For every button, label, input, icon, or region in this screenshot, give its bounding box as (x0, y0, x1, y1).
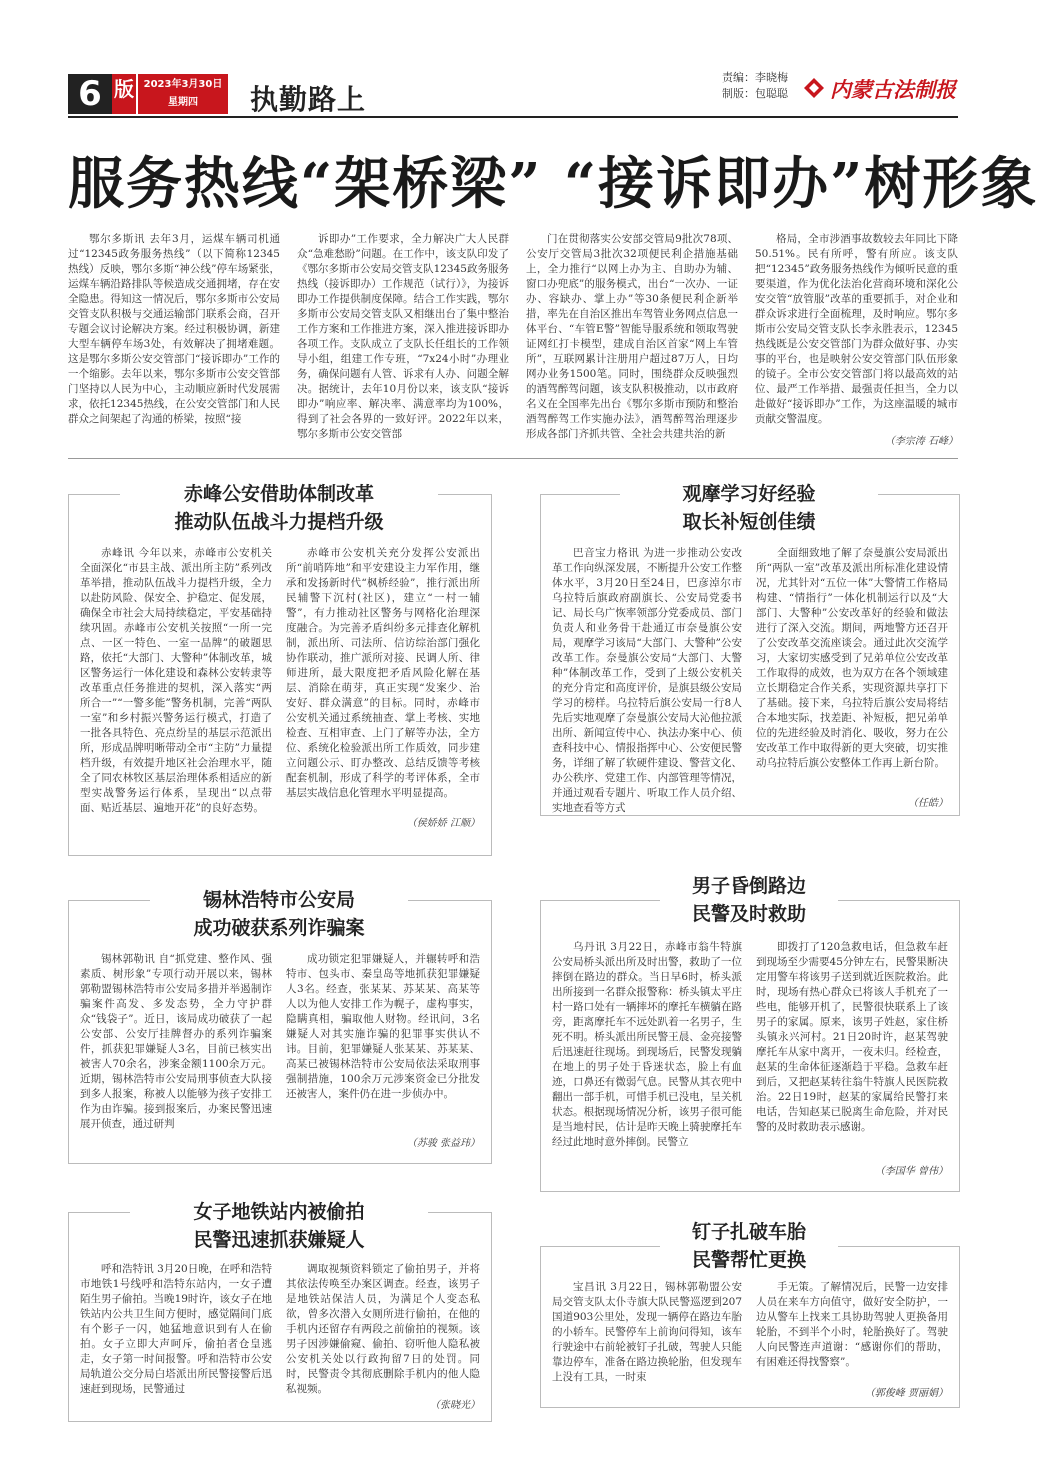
lead-separator (68, 458, 958, 459)
issue-date: 2023年3月30日 (143, 79, 223, 90)
article-wudan-col-2 (756, 940, 948, 1158)
issue-weekday: 星期四 (168, 97, 198, 108)
wudan-text-1: 乌丹讯 3月22日，赤峰市翁牛特旗公安局桥头派出所及时出警，救助了一位摔倒在路边的群众。当日早6时，桥头派出所接到一名群众报警称：桥头镇太平庄村一路口处有一辆摔坏的摩托车横躺在路旁，距离摩托车不远处趴着一名男子，生死不明。桥头派出所民警王晨、金亮接警后迅速赶往现场。到现场后，民警发现躺在地上的男子处于昏迷状态，脸上有血迹，口鼻还有微弱气息。民警从其衣兜中翻出一部手机，可惜手机已没电，呈关机状态。根据现场情况分析，该男子很可能是当地村民，估计是昨天晚上骑驶摩托车经过此地时意外摔倒。民警立 (552, 941, 742, 1148)
lead-headline: 服务热线“架桥梁” “接诉即办”树形象 (68, 151, 1038, 217)
xilinhot-text-2: 成功锁定犯罪嫌疑人，并辗转呼和浩特市、包头市、秦皇岛等地抓获犯罪嫌疑人3名。经查，张某某、苏某某、高某等人以为他人安排工作为幌子，虚构事实，隐瞒真相，骗取他人财物。经讯问，3名嫌疑人对其实施诈骗的犯罪事实供认不讳。目前，犯罪嫌疑人张某某、苏某某、高某已被锡林浩特市公安局依法采取刑事强制措施，100余万元涉案资金已分批发还被害人，案件仍在进一步侦办中。 (286, 953, 480, 1100)
lead-col-1 (68, 232, 280, 446)
article-bayinbaolige-col-1 (552, 546, 742, 814)
chifeng-text-2: 赤峰市公安机关充分发挥公安派出所“前哨阵地”和平安建设主力军作用，继承和发扬新时代“枫桥经验”，推行派出所民辅警下沉村(社区)，建立“一村一辅警”，有力推动社区警务与网格化治理深度融合。为完善矛盾纠纷多元排查化解机制，派出所、司法所、信访综治部门强化协作联动，推广派所对接、民调人所、律师进所，最大限度把矛盾风险化解在基层、消除在萌芽，真正实现“发案少、治安好、群众满意”的目标。同时，赤峰市公安机关通过系统抽查、掌上考核、实地检查、互相审查、上门了解等办法，全方位、系统化检验派出所工作质效，同步建立问题公示、盯办整改、总结反馈等考核配套机制，形成了科学的考评体系，全市基层实战信息化管理水平明显提高。 (286, 547, 480, 799)
wudan-text-2: 即拨打了120急救电话，但急救车赶到现场至少需要45分钟左右，民警果断决定用警车将该男子送到就近医院救治。此时，现场有热心群众已将该人手机充了一些电，能够开机了，民警很快联系上了该男子的家属。原来，该男子姓赵，家住桥头镇永兴河村。21日20时许，赵某驾驶摩托车从家中离开，一夜未归。经检查，赵某的生命体征逐渐趋于平稳。急救车赶到后，又把赵某转往翁牛特旗人民医院救治。22日19时，赵某的家属给民警打来电话，告知赵某已脱离生命危险，并对民警的及时救助表示感谢。 (756, 941, 948, 1133)
article-chifeng-col-2 (286, 546, 480, 812)
article-tire-signature: （郭俊峰 贾丽娟） (864, 1388, 948, 1399)
article-xilinhot-signature: （苏骏 张益玮） (406, 1138, 480, 1149)
article-wudan-signature: （李国华 曾伟） (874, 1166, 948, 1177)
article-bayinbaolige-title-1: 观摩学习好经验 (620, 480, 878, 508)
article-subway-col-2 (286, 1262, 480, 1394)
subway-text-2: 调取视频资料锁定了偷拍男子，并将其依法传唤至办案区调查。经查，该男子是地铁站保洁人员，为满足个人变态私欲，曾多次潜入女厕所进行偷拍，在他的手机内还留存有两段之前偷拍的视频。该男子因涉嫌偷窥、偷拍、窃听他人隐私被公安机关处以行政拘留7日的处罚。同时，民警责令其彻底删除手机内的他人隐私视频。 (286, 1263, 480, 1395)
page-suffix: 版 (112, 74, 136, 114)
article-subway-title-2: 民警迅速抓获嫌疑人 (130, 1226, 428, 1254)
paper-name: 内蒙古法制报 (830, 77, 956, 102)
article-wudan-col-1 (552, 940, 742, 1174)
article-xilinhot-col-2 (286, 952, 480, 1130)
bayinbaolige-text-2: 全面细致地了解了奈曼旗公安局派出所“两队一室”改革及派出所标准化建设情况，尤其针对“五位一体”大警情工作格局构建、“情指行”一体化机制运行以及“大部门、大警种”公安改革好的经验和做法进行了深入交流。期间，两地警方还召开了公安改革交流座谈会。通过此次交流学习，大家切实感受到了兄弟单位公安改革工作取得的成效，也为双方在各个领域建立长期稳定合作关系，实现资源共享打下了基础。接下来，乌拉特后旗公安局将结合本地实际，找差距、补短板，把兄弟单位的先进经验及时消化、吸收，努力在公安改革工作中取得新的更大突破，切实推动乌拉特后旗公安整体工作再上新台阶。 (756, 547, 948, 769)
logo-mark-icon (802, 76, 826, 100)
section-title: 执勤路上 (250, 83, 367, 116)
lead-text-2: 诉即办”工作要求，全力解决广大人民群众“急难愁盼”问题。在工作中，该支队印发了《鄂尔多斯市公安局交管支队12345政务服务热线（接诉即办）工作规范（试行）》，为接诉即办工作提供制度保障。结合工作实践，鄂尔多斯市公安局交管支队又相继出台了集中整治工作方案和工作推进方案，深入推进接诉即办各项工作。支队成立了支队长任组长的工作领导小组，组建工作专班，“7x24小时”办理业务，确保问题有人管、诉求有人办、问题全解决。据统计，去年10月份以来，该支队“接诉即办”响应率、解决率、满意率均为100%，得到了社会各界的一致好评。2022年以来，鄂尔多斯市公安交管部 (297, 233, 509, 440)
page-number: 6 (68, 74, 112, 114)
article-wudan-title-2: 民警及时救助 (660, 900, 838, 928)
article-tire-col-1 (552, 1280, 742, 1398)
lead-col-3 (526, 232, 738, 446)
lead-text-3: 门在贯彻落实公安部交管局9批次78项、公安厅交管局3批次32项便民利企措施基础上，全力推行“以网上办为主、自助办为辅、窗口办兜底”的服务模式，出台“一次办、一证办、容缺办、掌上办”等30条便民利企新举措，率先在自治区推出车驾管业务网点信息一体平台、“车管E警”智能导服系统和领取驾驶证网红打卡模型，建成自治区首家“网上车管所”，互联网累计注册用户超过87万人，日均网办业务1500笔。同时，围绕群众反映强烈的酒驾醉驾问题，该支队积极推动，以市政府名义在全国率先出台《鄂尔多斯市预防和整治酒驾醉驾工作实施办法》，酒驾醉驾治理逐步形成各部门齐抓共管、全社会共建共治的新 (526, 233, 738, 440)
bayinbaolige-text-1: 巴音宝力格讯 为进一步推动公安改革工作向纵深发展，不断提升公安工作整体水平，3月20日至24日，巴彦淖尔市乌拉特后旗政府副旗长、公安局党委书记、局长乌广恢率领部分党委成员、部门负责人和业务骨干赴通辽市奈曼旗公安局，观摩学习该局“大部门、大警种”公安改革工作。奈曼旗公安局“大部门、大警种”体制改革工作，受到了上级公安机关的充分肯定和高度评价，是旗县级公安局学习的榜样。乌拉特后旗公安局一行8人先后实地观摩了奈曼旗公安局大沁他拉派出所、新闻宣传中心、执法办案中心、侦查科技中心、情报指挥中心、公安便民警务，详细了解了软硬件建设、警营文化、办公秩序、党建工作、内部管理等情况，并通过观看专题片、听取工作人员介绍、实地查看等方式 (552, 547, 742, 814)
lead-col-2 (297, 232, 509, 446)
article-chifeng-title-2: 推动队伍战斗力提档升级 (120, 508, 438, 536)
lead-text-4: 格局，全市涉酒事故数较去年同比下降50.51%。民有所呼，警有所应。该支队把“12345”政务服务热线作为倾听民意的重要渠道，作为优化法治化营商环境和深化公安交管“放管服”改革的重要抓手，对企业和群众诉求进行全面梳理，及时响应。鄂尔多斯市公安局交管支队长李永胜表示，12345热线既是公安交管部门为群众做好事、办实事的平台，也是映射公安交管部门队伍形象的镜子。全市公安交管部门将以最高效的站位、最严工作举措、最强责任担当，全力以赴做好“接诉即办”工作，为这座温暖的城市贡献交警温度。 (755, 233, 958, 425)
lead-signature: （李宗涛 石峰） (884, 436, 958, 447)
article-xilinhot-title-1: 锡林浩特市公安局 (150, 886, 408, 914)
article-tire-title-1: 钉子扎破车胎 (660, 1218, 838, 1246)
article-xilinhot-title-2: 成功破获系列诈骗案 (150, 914, 408, 942)
header-rule (68, 116, 958, 118)
article-tire-col-2 (756, 1280, 948, 1380)
article-subway-signature: （张晓光） (430, 1400, 480, 1411)
producer-label: 制版：包聪聪 (722, 87, 788, 100)
article-subway-col-1 (80, 1262, 272, 1412)
article-bayinbaolige-col-2 (756, 546, 948, 786)
tire-text-2: 手无策。了解情况后，民警一边安排人员在来车方向值守，做好安全防护，一边从警车上找来工具协助驾驶人更换备用轮胎，不到半个小时，轮胎换好了。驾驶人向民警连声道谢：“感谢你们的帮助，有困难还得找警察”。 (756, 1281, 948, 1368)
article-chifeng-col-1 (80, 546, 272, 830)
editor-label: 责编：李晓梅 (722, 71, 788, 84)
article-bayinbaolige-title-2: 取长补短创佳绩 (620, 508, 878, 536)
article-xilinhot-col-1 (80, 952, 272, 1148)
article-chifeng-title-1: 赤峰公安借助体制改革 (120, 480, 438, 508)
article-bayinbaolige-signature: （任皓） (908, 798, 948, 809)
lead-text-1: 鄂尔多斯讯 去年3月，运煤车辆司机通过“12345政务服务热线”（以下简称12345热线）反映，鄂尔多斯“神公线”停车场紧张，运煤车辆沿路排队等候造成交通拥堵，存在安全隐患。得知这一情况后，鄂尔多斯市公安局交管支队积极与交通运输部门联系会商，召开专题会议讨论解决方案。经过积极协调，新建大型车辆停车场3处，有效解决了拥堵难题。这是鄂尔多斯公安交管部门“接诉即办”工作的一个缩影。去年以来，鄂尔多斯市公安交管部门坚持以人民为中心，主动顺应新时代发展需求，依托12345热线，在公安交管部门和人民群众之间架起了沟通的桥梁，按照“接 (68, 233, 280, 425)
newspaper-logo (802, 72, 958, 106)
date-box (138, 74, 228, 114)
chifeng-text-1: 赤峰讯 今年以来，赤峰市公安机关全面深化“市县主战、派出所主防”系列改革举措，推动队伍战斗力提档升级，全力以赴防风险、保安全、护稳定、促发展，确保全市社会大局持续稳定，平安基础持续巩固。赤峰市公安机关按照“一所一完点、一区一特色、一室一品牌”的破题思路，依托“大部门、大警种”体制改革，城区警务运行一体化建设和森林公安转隶等改革重点任务推进的契机，深入落实“两所合一”“一警多能”警务机制，完善“两队一室”和乡村振兴警务运行模式，打造了一批各具特色、亮点纷呈的基层示范派出所，形成品牌明晰带动全市“主防”力量提档升级，有效提升地区社会治理水平，随全了同农林牧区基层治理体系相适应的新型实战警务运行体系，呈现出“以点带面、贴近基层、遍地开花”的良好态势。 (80, 547, 272, 814)
article-chifeng-signature: （侯娇娇 江顺） (406, 818, 480, 829)
article-subway-title-1: 女子地铁站内被偷拍 (130, 1198, 428, 1226)
article-wudan-title-1: 男子昏倒路边 (660, 872, 838, 900)
tire-text-1: 宝昌讯 3月22日，锡林郭勒盟公安局交管支队太仆寺旗大队民警巡逻到207国道903公里处，发现一辆停在路边车胎的小轿车。民警停车上前询问得知，该车行驶途中右前轮被钉子扎破，驾驶人只能靠边停车，准备在路边换轮胎，但发现车上没有工具，一时束 (552, 1281, 742, 1383)
article-tire-title-2: 民警帮忙更换 (660, 1246, 838, 1274)
subway-text-1: 呼和浩特讯 3月20日晚，在呼和浩特市地铁1号线呼和浩特东站内，一女子遭陌生男子偷拍。当晚19时许，该女子在地铁站内公共卫生间方便时，感觉隔间门底有个影子一闪，她猛地意识到有人在偷拍。女子立即大声呵斥，偷拍者仓皇逃走，女子第一时间报警。呼和浩特市公安局轨道公交分局白塔派出所民警接警后迅速赶到现场，民警通过 (80, 1263, 272, 1395)
lead-col-4 (755, 232, 958, 430)
xilinhot-text-1: 锡林郭勒讯 自“抓党建、整作风、强素质、树形象”专项行动开展以来，锡林郭勒盟锡林浩特市公安局多措并举遏制诈骗案件高发、多发态势，全力守护群众“钱袋子”。近日，该局成功破获了一起公安部、公安厅挂牌督办的系列诈骗案件，抓获犯罪嫌疑人3名，目前已核实出被害人70余名，涉案金额1100余万元。近期，锡林浩特市公安局刑事侦查大队接到多人报案，称被人以能够为孩子安排工作为由诈骗。接到报案后，办案民警迅速展开侦查，通过研判 (80, 953, 272, 1130)
editor-credits (722, 70, 788, 102)
